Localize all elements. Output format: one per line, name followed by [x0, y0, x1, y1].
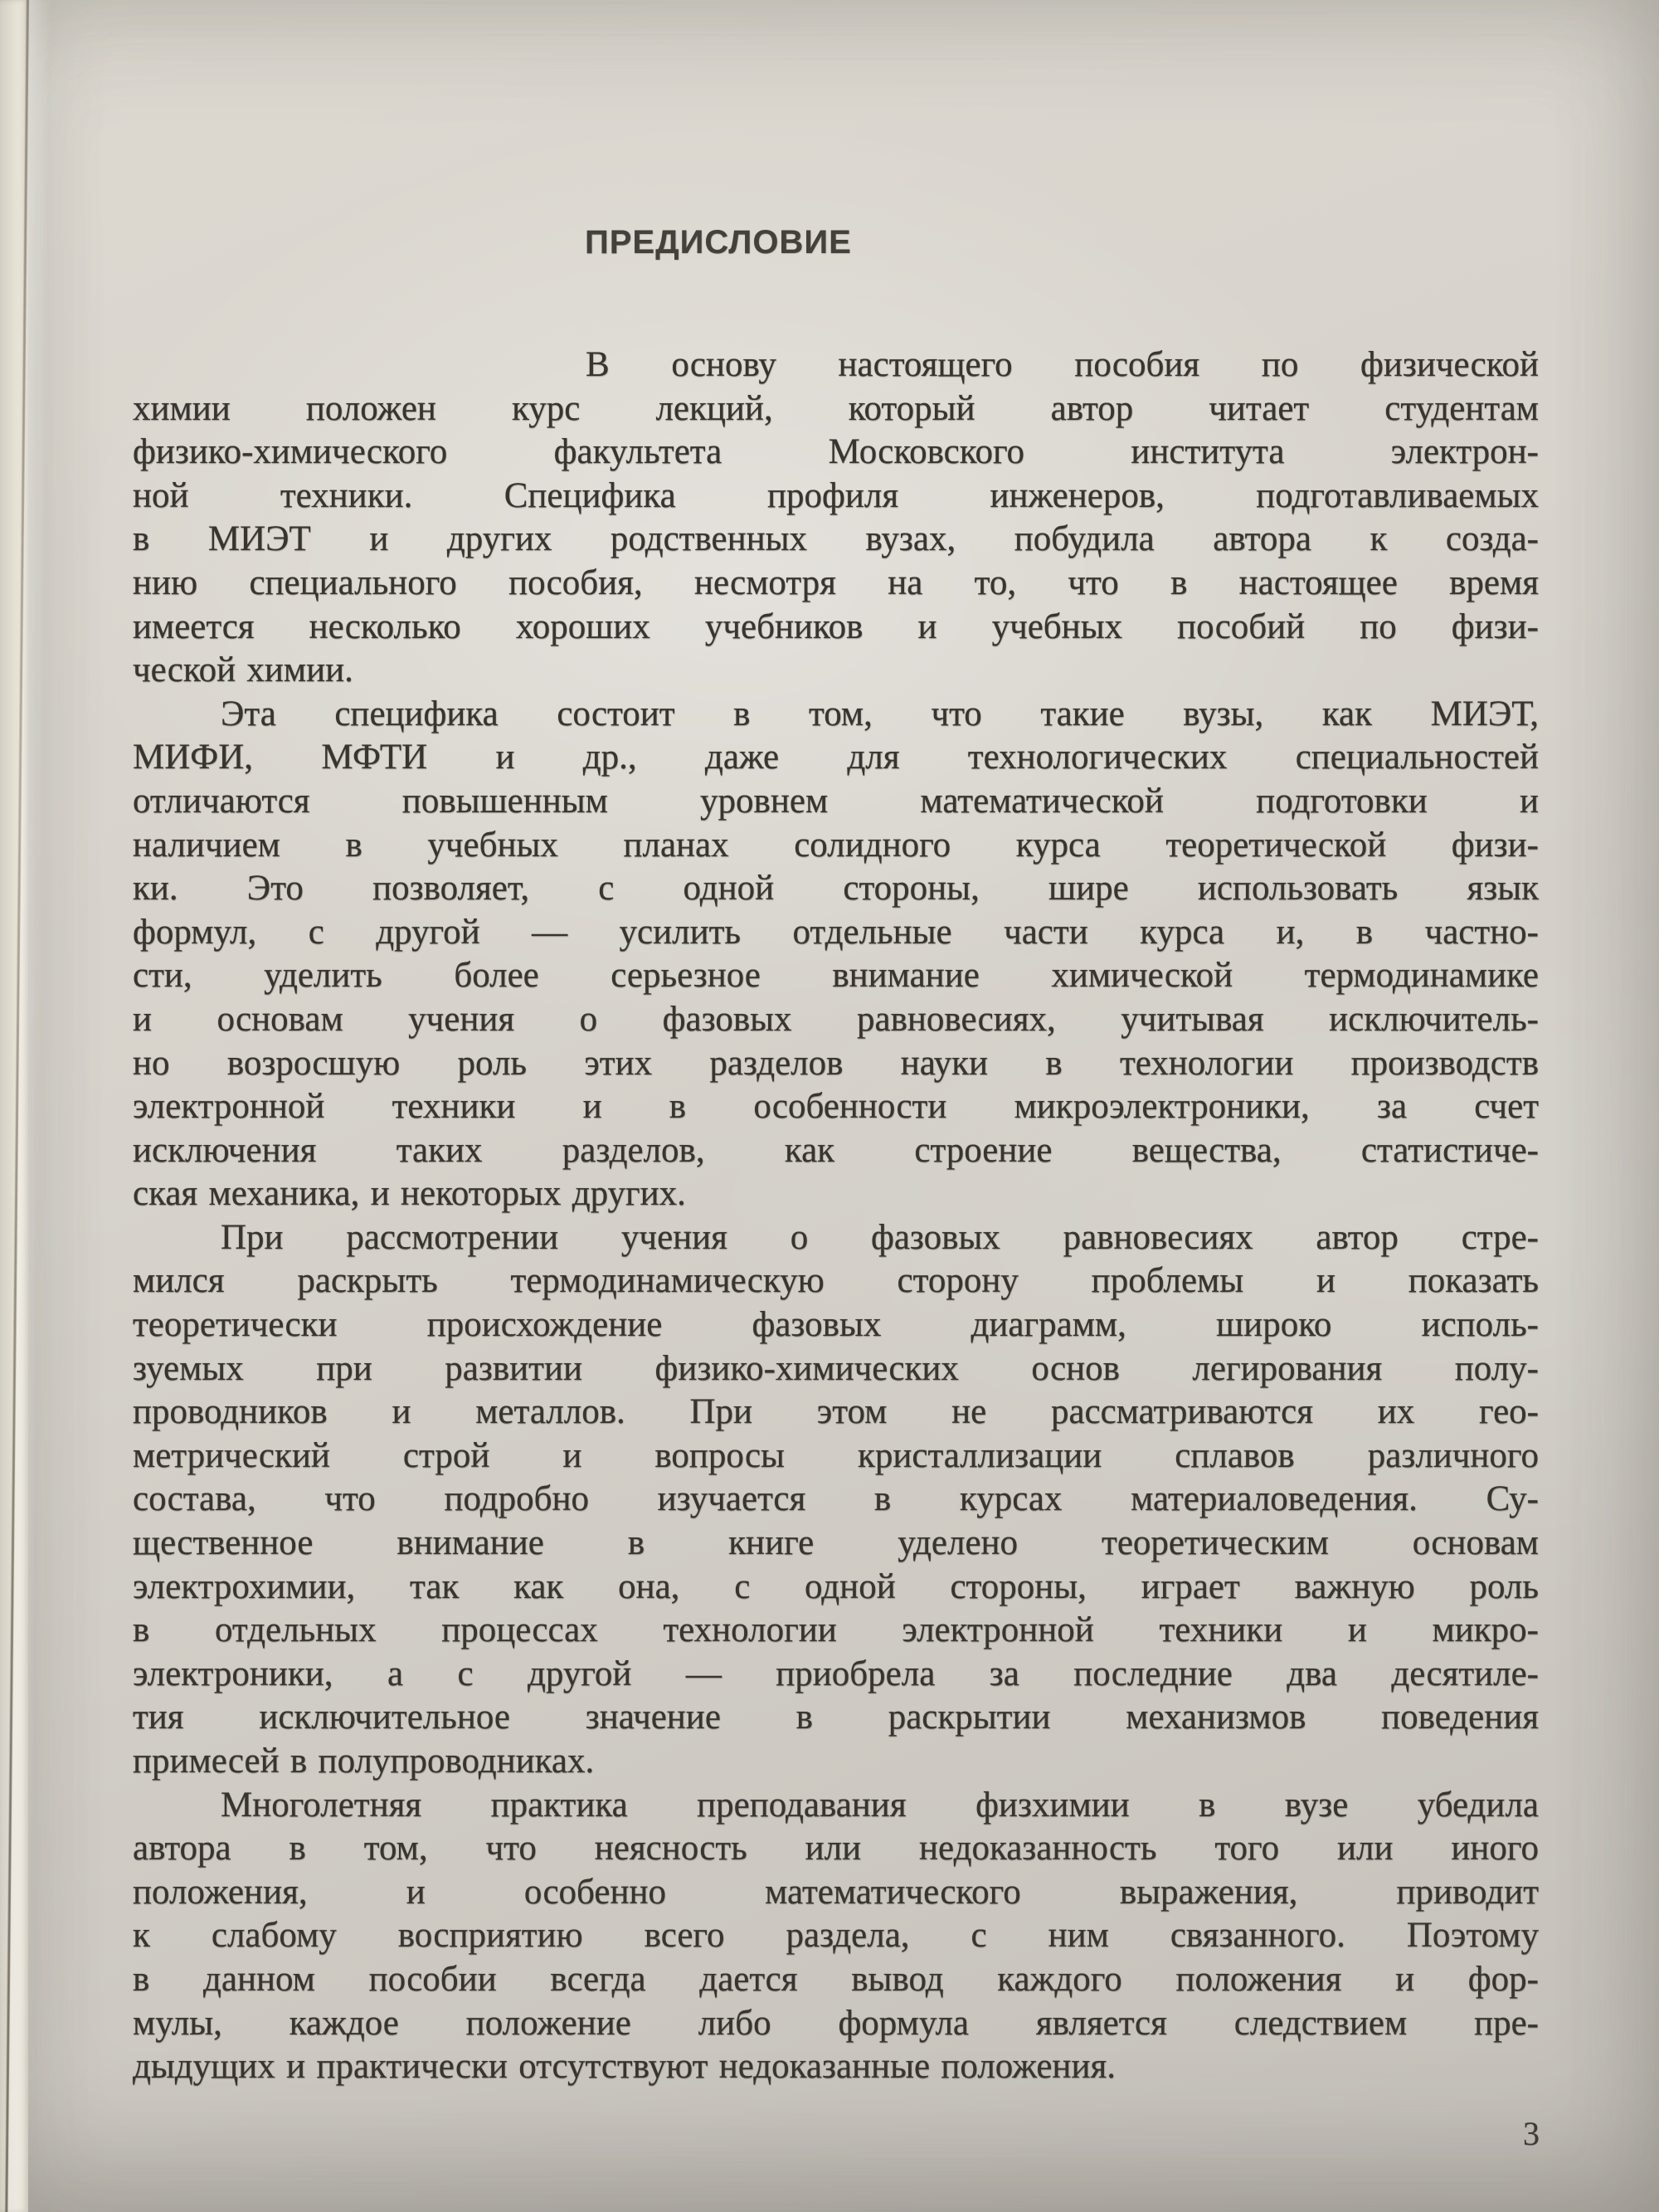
- text-block: [133, 222, 1539, 2089]
- text-line: физико-химического факультета Московского института электрон-: [133, 432, 1539, 472]
- text-line: формул, с другой — усилить отдельные части курса и, в частно-: [133, 912, 1539, 952]
- text-line: электрохимии, так как она, с одной стороны, играет важную роль: [133, 1566, 1539, 1606]
- text-line: в отдельных процессах технологии электронной техники и микро-: [133, 1610, 1539, 1650]
- text-line: исключения таких разделов, как строение вещества, статистиче-: [133, 1130, 1539, 1170]
- text-line: ки. Это позволяет, с одной стороны, шире использовать язык: [133, 869, 1539, 909]
- text-line: МИФИ, МФТИ и др., даже для технологических специальностей: [133, 738, 1539, 777]
- text-line: электронной техники и в особенности микроэлектроники, за счет: [133, 1087, 1539, 1127]
- text-line: примесей в полупроводниках.: [133, 1742, 595, 1781]
- text-line: отличаются повышенным уровнем математической подготовки и: [133, 781, 1539, 821]
- paragraph: [133, 1784, 1539, 2089]
- text-line: метрический строй и вопросы кристаллизации сплавов различного: [133, 1435, 1539, 1475]
- text-line: электроники, а с другой — приобрела за последние два десятиле-: [133, 1654, 1539, 1693]
- text-line: в данном пособии всегда дается вывод каждого положения и фор-: [133, 1959, 1539, 1999]
- body-text: [133, 343, 1539, 2089]
- text-line: мулы, каждое положение либо формула является следствием пре-: [133, 2003, 1539, 2043]
- paragraph: [133, 693, 1539, 1216]
- text-line: теоретически происхождение фазовых диаграмм, широко исполь-: [133, 1305, 1539, 1345]
- text-line: и основам учения о фазовых равновесиях, учитывая исключитель-: [133, 999, 1539, 1039]
- text-line: При рассмотрении учения о фазовых равновесиях автор стре-: [221, 1217, 1539, 1257]
- text-line: но возросшую роль этих разделов науки в технологии производств: [133, 1043, 1539, 1083]
- text-line: ческой химии.: [133, 650, 353, 690]
- text-line: сти, уделить более серьезное внимание химической термодинамике: [133, 956, 1539, 996]
- text-line: ной техники. Специфика профиля инженеров, подготавливаемых: [133, 475, 1539, 515]
- text-line: мился раскрыть термодинамическую сторону проблемы и показать: [133, 1261, 1539, 1301]
- text-line: щественное внимание в книге уделено теоретическим основам: [133, 1523, 1539, 1563]
- text-line: нию специального пособия, несмотря на то, что в настоящее время: [133, 563, 1539, 602]
- text-line: положения, и особенно математического выражения, приводит: [133, 1872, 1539, 1912]
- paragraph: [133, 1216, 1539, 1784]
- text-line: в МИЭТ и других родственных вузах, побудила автора к созда-: [133, 519, 1539, 559]
- text-line: состава, что подробно изучается в курсах материаловедения. Су-: [133, 1479, 1539, 1519]
- text-line: к слабому восприятию всего раздела, с ним связанного. Поэтому: [133, 1916, 1539, 1956]
- page-title: ПРЕДИСЛОВИЕ: [585, 224, 852, 261]
- text-line: тия исключительное значение в раскрытии механизмов поведения: [133, 1698, 1539, 1737]
- text-line: В основу настоящего пособия по физической: [586, 345, 1539, 384]
- text-line: проводников и металлов. При этом не рассматриваются их гео-: [133, 1392, 1539, 1432]
- text-line: имеется несколько хороших учебников и учебных пособий по физи-: [133, 607, 1539, 646]
- text-line: наличием в учебных планах солидного курса теоретической физи-: [133, 825, 1539, 865]
- paragraph: [133, 343, 1539, 693]
- text-line: дыдущих и практически отсутствуют недоказанные положения.: [133, 2047, 1116, 2087]
- text-line: зуемых при развитии физико-химических основ легирования полу-: [133, 1348, 1539, 1388]
- text-line: автора в том, что неясность или недоказанность того или иного: [133, 1829, 1539, 1869]
- text-line: ская механика, и некоторых других.: [133, 1174, 686, 1214]
- text-line: Многолетняя практика преподавания физхимии в вузе убедила: [221, 1785, 1539, 1825]
- text-line: химии положен курс лекций, который автор читает студентам: [133, 388, 1539, 428]
- page-number: 3: [1523, 2115, 1540, 2152]
- text-line: Эта специфика состоит в том, что такие вузы, как МИЭТ,: [221, 694, 1539, 733]
